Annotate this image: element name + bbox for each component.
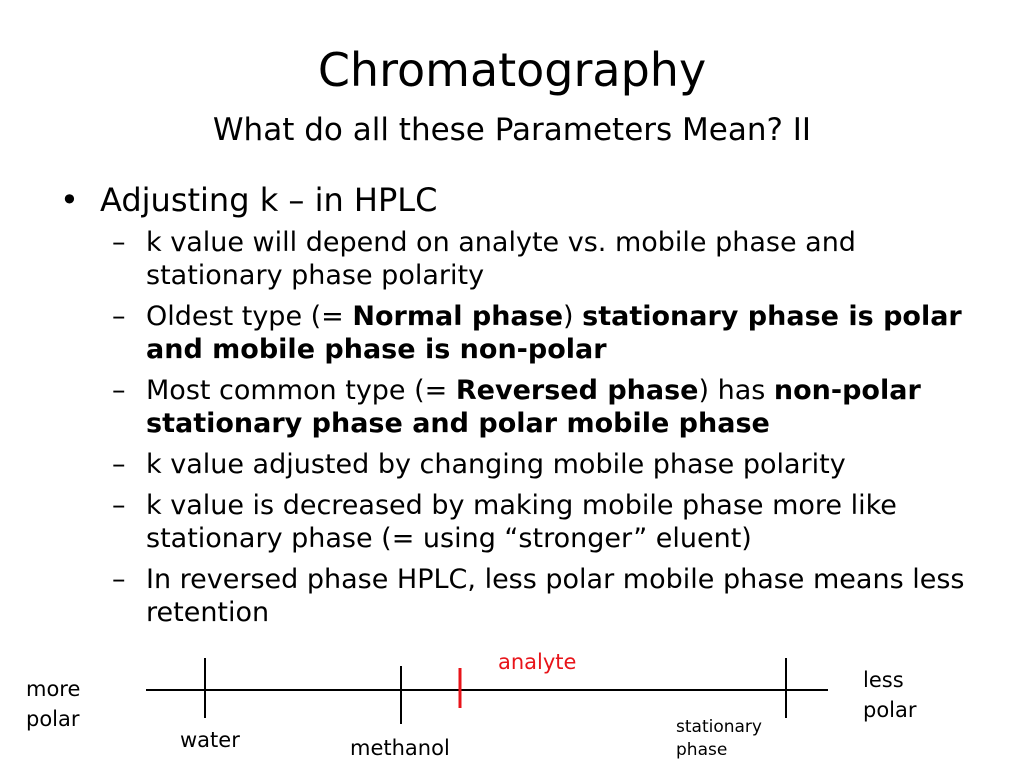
sub-bullet-dash: – bbox=[112, 375, 126, 406]
bullet-marker: • bbox=[60, 181, 79, 219]
text-run: k value adjusted by changing mobile phase polarity bbox=[146, 449, 846, 480]
text-run: k value will depend on analyte vs. mobile phase and stationary phase polarity bbox=[146, 227, 856, 291]
slide-title: Chromatography bbox=[317, 43, 707, 97]
text-run: ) bbox=[563, 301, 583, 332]
sub-bullet-dash: – bbox=[112, 301, 126, 332]
label-line: less bbox=[863, 668, 904, 692]
analyte-label: analyte bbox=[498, 650, 577, 674]
text-run: In reversed phase HPLC, less polar mobile phase means less retention bbox=[146, 564, 965, 628]
text-run: k value is decreased by making mobile phase more like stationary phase (= using “stronger” eluent) bbox=[146, 490, 897, 554]
sub-bullet-dash: – bbox=[112, 564, 126, 595]
more-polar-label bbox=[26, 674, 80, 734]
stationary-phase-label bbox=[676, 716, 762, 762]
label-line: stationary bbox=[676, 717, 762, 737]
text-run: Oldest type (= bbox=[146, 301, 353, 332]
methanol-label: methanol bbox=[350, 736, 450, 760]
label-line: polar bbox=[863, 698, 917, 722]
sub-bullet-dash: – bbox=[112, 227, 126, 258]
bullet-text: Adjusting k – in HPLC bbox=[100, 181, 438, 219]
bold-run: Normal phase bbox=[352, 301, 564, 332]
bold-run: Reversed phase bbox=[455, 375, 699, 406]
slide-subtitle: What do all these Parameters Mean? II bbox=[212, 112, 812, 148]
less-polar-label bbox=[863, 665, 917, 725]
bold-run: non-polar stationary phase and polar mobile phase bbox=[146, 375, 921, 439]
label-line: more bbox=[26, 677, 81, 701]
label-line: phase bbox=[676, 740, 728, 760]
text-run: Most common type (= bbox=[146, 375, 456, 406]
sub-bullet-dash: – bbox=[112, 490, 126, 521]
label-line: polar bbox=[26, 707, 80, 731]
water-label: water bbox=[180, 728, 240, 752]
bold-run: stationary phase is polar and mobile phase is non-polar bbox=[146, 301, 962, 365]
sub-bullet-dash: – bbox=[112, 449, 126, 480]
text-run: ) has bbox=[698, 375, 774, 406]
